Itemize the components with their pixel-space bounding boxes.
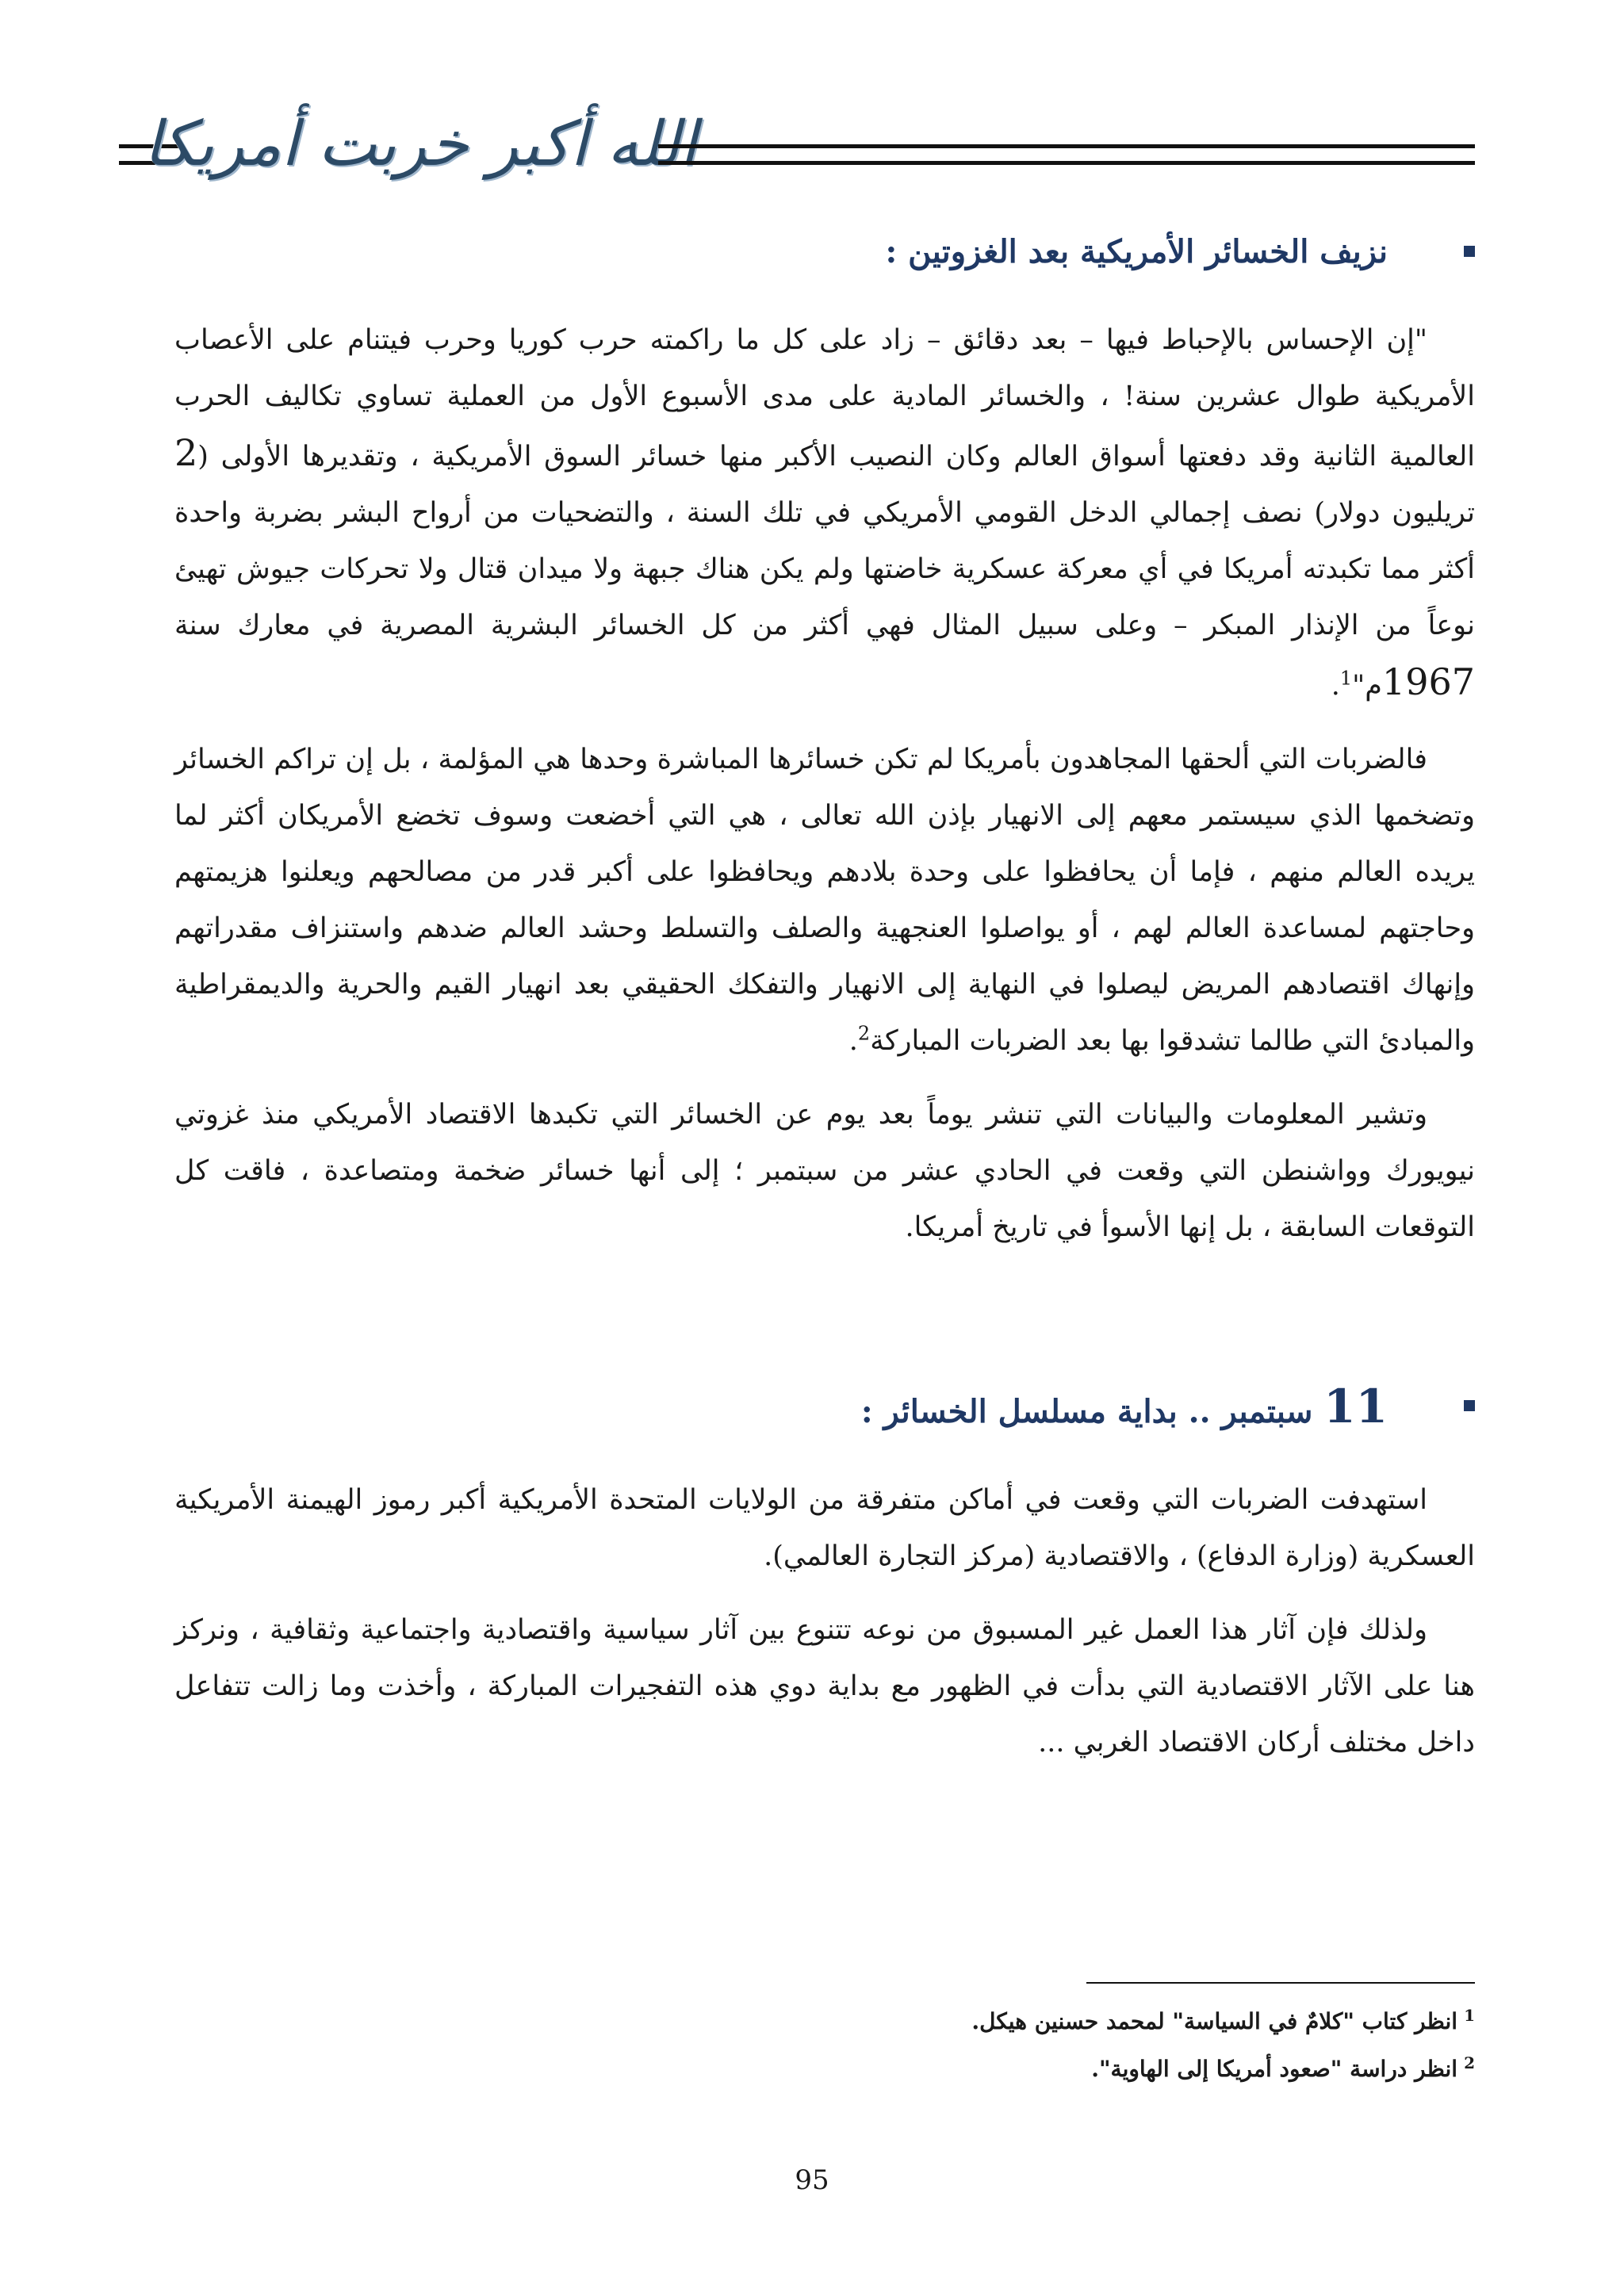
page-body — [174, 214, 1475, 1789]
header-logo — [144, 101, 697, 187]
paragraph-quote — [174, 312, 1475, 714]
section-heading-text: سبتمبر .. بداية مسلسل الخسائر : — [860, 1393, 1324, 1430]
paragraph-strikes — [174, 732, 1475, 1070]
paragraph-text: فالضربات التي ألحقها المجاهدون بأمريكا لم تكن خسائرها المباشرة وحدها هي المؤلمة ، بل إن تراكم الخسائر وتضخمها الذي سيستمر معهم إلى الانهيار بإذن الله تعالى ، هي التي أخضعت وسوف تخضع الأمريكان أكثر لما يريده العالم منهم ، فإما أن يحافظوا على وحدة بلادهم ويحافظوا على أكبر قدر من مصالحهم ويعلنوا هزيمتهم وحاجتهم لمساعدة العالم لهم ، أو يواصلوا العنجهية والصلف والتسلط وحشد العالم ضدهم واستنزاف مقدراتهم وإنهاك اقتصادهم المريض ليصلوا في النهاية إلى الانهيار والتفكك الحقيقي بعد انهيار القيم والحرية والديمقراطية والمبادئ التي طالما تشدقوا بها بعد الضربات المباركة — [174, 744, 1475, 1057]
paragraph-text: "إن الإحساس بالإحباط فيها – بعد دقائق – زاد على كل ما راكمته حرب كوريا وحرب فيتنام على الأعصاب الأمريكية طوال عشرين سنة! ، والخسائر المادية على مدى الأسبوع الأول من العملية تساوي تكاليف الحرب العالمية الثانية وقد دفعتها أسواق العالم وكان النصيب الأكبر منها خسائر السوق الأمريكية ، وتقديرها الأولى ( — [174, 324, 1475, 473]
square-bullet-icon — [1464, 246, 1475, 257]
paragraph-text: . — [848, 1025, 858, 1057]
paragraph-effects: ولذلك فإن آثار هذا العمل غير المسبوق من نوعه تتنوع بين آثار سياسية واقتصادية واجتماعية وثقافية ، ونركز هنا على الآثار الاقتصادية التي بدأت في الظهور مع بداية دوي هذه التفجيرات المباركة ، وأخذت وما زالت تتفاعل داخل مختلف أركان الاقتصاد الغربي ... — [174, 1614, 1475, 1758]
paragraph-text: . — [1331, 670, 1340, 702]
footnote-number: 2 — [1464, 2053, 1475, 2072]
footnote-2 — [174, 2045, 1475, 2093]
paragraph-text: م" — [1352, 670, 1382, 702]
header-rule-right — [658, 144, 1475, 165]
section-spacer — [174, 1273, 1475, 1368]
footnote-ref-2[interactable]: 2 — [857, 1022, 871, 1045]
paragraph-targets: استهدفت الضربات التي وقعت في أماكن متفرقة من الولايات المتحدة الأمريكية أكبر رموز الهيمنة الأمريكية العسكرية (وزارة الدفاع) ، والاقتصادية (مركز التجارة العالمي). — [174, 1484, 1475, 1572]
page-header — [119, 101, 1475, 180]
header-logo-text: الله أكبر خربت أمريكا — [144, 109, 697, 180]
footnote-ref-1[interactable]: 1 — [1339, 667, 1353, 690]
section-heading-number: 11 — [1323, 1380, 1388, 1433]
paragraph-text: تريليون دولار) نصف إجمالي الدخل القومي الأمريكي في تلك السنة ، والتضحيات من أرواح البشر بضربة واحدة أكثر مما تكبدته أمريكا في أي معركة عسكرية خاضتها ولم يكن هناك جبهة ولا ميدان قتال ولا تحركات جيوش تهيئ نوعاً من الإنذار المبكر – وعلى سبيل المثال فهي أكثر من كل الخسائر البشرية المصرية في معارك سنة — [174, 497, 1475, 641]
footnotes — [174, 1982, 1475, 2093]
paragraph-data: وتشير المعلومات والبيانات التي تنشر يوماً بعد يوم عن الخسائر التي تكبدها الاقتصاد الأمريكي منذ غزوتي نيويورك وواشنطن التي وقعت في الحادي عشر من سبتمبر ؛ إلى أنها خسائر ضخمة ومتصاعدة ، فاقت كل التوقعات السابقة ، بل إنها الأسوأ في تاريخ أمريكا. — [174, 1099, 1475, 1243]
footnote-divider — [1086, 1982, 1475, 1984]
inline-number: 2 — [174, 431, 198, 474]
section-heading-losses — [174, 214, 1475, 290]
section-heading-september — [174, 1368, 1475, 1450]
footnote-number: 1 — [1464, 2005, 1475, 2025]
footnote-text: انظر دراسة "صعود أمريكا إلى الهاوية". — [1091, 2056, 1458, 2082]
footnote-1 — [174, 1998, 1475, 2045]
footnote-text: انظر كتاب "كلامٌ في السياسة" لمحمد حسنين هيكل. — [971, 2008, 1458, 2034]
square-bullet-icon — [1464, 1400, 1475, 1411]
page-number: 95 — [795, 2164, 829, 2196]
section-heading-text: نزيف الخسائر الأمريكية بعد الغزوتين : — [885, 233, 1388, 270]
inline-year: 1967 — [1381, 660, 1475, 703]
